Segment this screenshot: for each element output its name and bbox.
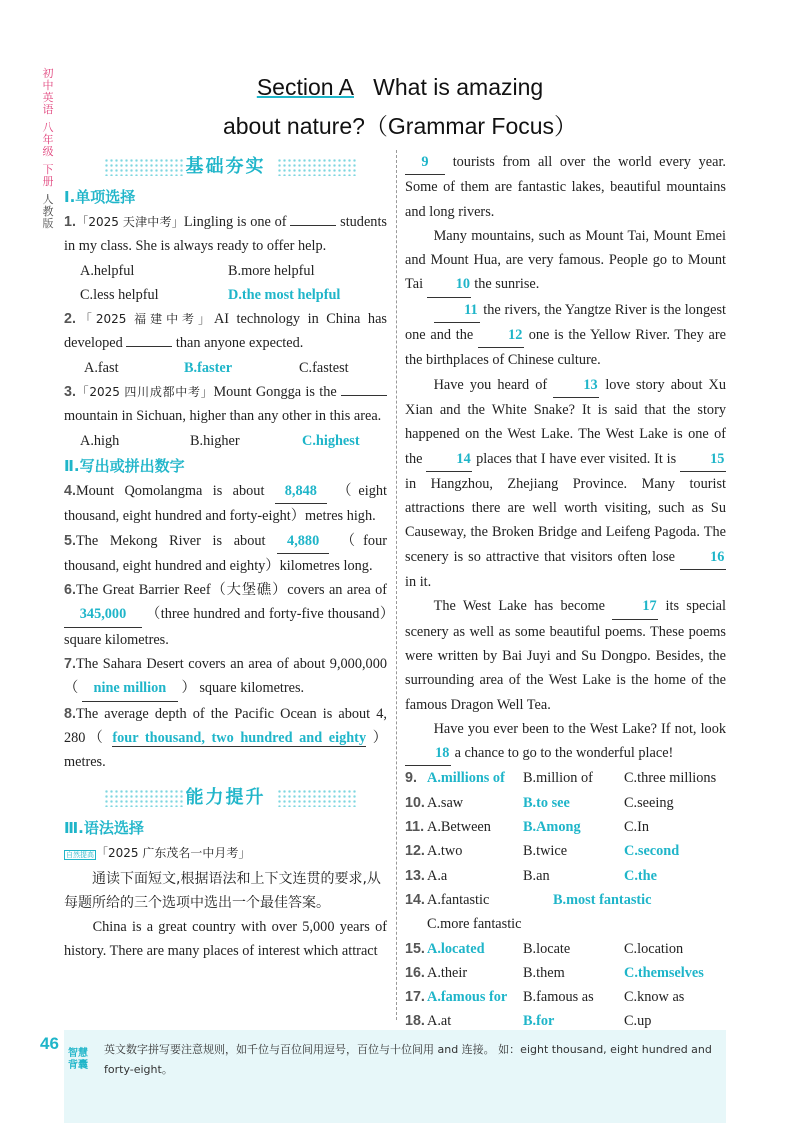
choice-option-b[interactable]: B.most fantastic bbox=[553, 891, 652, 908]
passage-p3: 11 the rivers, the Yangtze River is the longest one and the 12 one is the Yellow River. They are the birthplaces of Chinese culture. bbox=[405, 298, 726, 373]
blank-17[interactable]: 17 bbox=[612, 594, 658, 619]
choice-number: 14. bbox=[405, 891, 425, 908]
choice-number: 15. bbox=[405, 940, 425, 957]
blank-11[interactable]: 11 bbox=[434, 298, 480, 323]
choice-option-a[interactable]: A.saw bbox=[427, 794, 464, 811]
term-label: 下册 bbox=[42, 163, 54, 188]
page-number: 46 bbox=[40, 1034, 59, 1053]
choice-option-a[interactable]: A.fantastic bbox=[427, 891, 490, 908]
option-d-answer[interactable]: D.the most helpful bbox=[228, 286, 341, 303]
blank[interactable] bbox=[126, 346, 172, 347]
part3-heading: Ⅲ.语法选择 bbox=[64, 818, 144, 837]
blank-13[interactable]: 13 bbox=[553, 373, 599, 398]
question-4: 4.Mount Qomolangma is about 8,848 （eight thousand, eight hundred and forty-eight）metres high. bbox=[64, 479, 387, 529]
choice-row bbox=[405, 864, 726, 888]
page-title bbox=[0, 74, 800, 101]
band-title: 基础夯实 bbox=[185, 156, 266, 177]
choice-option-a[interactable]: A.at bbox=[427, 1013, 452, 1030]
option-c[interactable]: C.fastest bbox=[299, 359, 349, 376]
choice-option-c[interactable]: C.themselves bbox=[624, 964, 704, 981]
question-6: 6.The Great Barrier Reef（大堡礁）covers an area of 345,000 （three hundred and forty-five thousand）square kilometres. bbox=[64, 582, 387, 648]
choice-list bbox=[405, 766, 726, 1033]
page-title-line2: about nature?（Grammar Focus） bbox=[222, 113, 578, 139]
passage-p5: The West Lake has become 17 its special scenery as well as some beautiful poems. These poems were written by Bai Juyi and Su Dongpo. Besides, the surrounding area of the West Lake is the home of the famous Dragon Well Tea. bbox=[405, 594, 726, 716]
blank-12[interactable]: 12 bbox=[478, 323, 524, 348]
choice-number: 9. bbox=[405, 770, 417, 787]
grammar-instructions: 通读下面短文,根据语法和上下文连贯的要求,从每题所给的三个选项中选出一个最佳答案。 bbox=[64, 870, 381, 911]
choice-number: 13. bbox=[405, 867, 425, 884]
choice-option-c[interactable]: C.three millions bbox=[624, 770, 717, 787]
option-b[interactable]: B.more helpful bbox=[228, 262, 315, 279]
choice-row bbox=[405, 985, 726, 1009]
column-divider bbox=[396, 150, 397, 1020]
choice-option-b[interactable]: B.for bbox=[523, 1013, 555, 1030]
question-8: 8.The average depth of the Pacific Ocean is about 4, 280（ four thousand, two hundred and eighty ）metres. bbox=[64, 705, 387, 771]
choice-number: 10. bbox=[405, 794, 425, 811]
question-3: 3.「2025 四川成都中考」Mount Gongga is the mountain in Sichuan, higher than any other in this area. bbox=[64, 380, 387, 429]
option-a[interactable]: A.fast bbox=[84, 359, 119, 376]
choice-option-a[interactable]: A.two bbox=[427, 843, 463, 860]
passage-p4: Have you heard of 13 love story about Xu Xian and the White Snake? It is said that the story happened on the West Lake. The West Lake is one of the 14 places that I have ever visited. It is 15 in Hangzhou, Zhejiang Province. Many tourist attractions there are well worth visiting, such as Su Causeway, the Broken Bridge and Leifeng Pagoda. The scenery is so attractive that visitors often lose 16 in it. bbox=[405, 373, 726, 595]
right-column bbox=[405, 150, 726, 1034]
choice-option-c[interactable]: C.the bbox=[624, 867, 657, 884]
choice-option-b[interactable]: B.Among bbox=[523, 819, 581, 836]
choice-row bbox=[405, 937, 726, 961]
choice-row bbox=[405, 766, 726, 790]
choice-option-a[interactable]: A.Between bbox=[427, 819, 491, 836]
blank-9[interactable]: 9 bbox=[405, 150, 445, 175]
choice-option-b[interactable]: B.famous as bbox=[523, 989, 594, 1006]
choice-number: 11. bbox=[405, 819, 425, 836]
title-line1: What is amazing bbox=[373, 74, 544, 100]
blank-14[interactable]: 14 bbox=[426, 447, 472, 472]
question-1: 1.「2025 天津中考」Lingling is one of students in my class. She is always ready to offer help. bbox=[64, 214, 387, 255]
blank[interactable] bbox=[290, 225, 336, 226]
choice-option-b[interactable]: B.locate bbox=[523, 940, 571, 957]
choice-number: 17. bbox=[405, 989, 425, 1006]
band-advance bbox=[64, 783, 387, 813]
edition-label: 人教版 bbox=[42, 193, 54, 230]
blank-10[interactable]: 10 bbox=[427, 272, 471, 297]
grammar-source: 自然提高 「2025 广东茂名一中月考」 bbox=[66, 845, 251, 860]
band-title: 能力提升 bbox=[185, 786, 266, 808]
choice-number: 18. bbox=[405, 1013, 425, 1030]
option-a[interactable]: A.helpful bbox=[80, 262, 135, 279]
choice-option-b[interactable]: B.million of bbox=[523, 770, 593, 787]
passage-p1a: China is a great country with over 5,000 years of history. There are many places of interest which attract bbox=[64, 918, 387, 960]
part2-heading: Ⅱ.写出或拼出数字 bbox=[64, 456, 185, 475]
answer-blank[interactable]: nine million bbox=[82, 676, 178, 701]
band-basic bbox=[64, 152, 387, 182]
choice-number: 12. bbox=[405, 843, 425, 860]
tip-text: 英文数字拼写要注意规则，如千位与百位间用逗号，百位与十位间用 and 连接。 如：eight thousand, eight hundred and forty-eight。 bbox=[104, 1043, 712, 1076]
option-c-answer[interactable]: C.highest bbox=[302, 432, 360, 449]
answer-blank[interactable]: 4,880 bbox=[277, 529, 329, 554]
blank-18[interactable]: 18 bbox=[405, 741, 451, 766]
question-2: 2.「2025 福建中考」AI technology in China has developed than anyone expected. bbox=[64, 311, 387, 352]
passage-p1b: 9 tourists from all over the world every year. Some of them are fantastic lakes, beautiful mountains and long rivers. bbox=[405, 150, 726, 224]
choice-row bbox=[405, 888, 726, 912]
choice-row bbox=[405, 839, 726, 863]
choice-option-a[interactable]: A.a bbox=[427, 867, 448, 884]
choice-option-c[interactable]: C.In bbox=[624, 819, 650, 836]
choice-row bbox=[405, 815, 726, 839]
choice-row bbox=[405, 961, 726, 985]
choice-option-b[interactable]: B.them bbox=[523, 964, 565, 981]
level-label: 初中英语 bbox=[42, 67, 54, 116]
answer-blank[interactable]: four thousand, two hundred and eighty bbox=[112, 729, 367, 746]
answer-blank[interactable]: 345,000 bbox=[64, 602, 142, 627]
choice-option-c[interactable]: C.more fantastic bbox=[427, 916, 522, 933]
choice-option-b[interactable]: B.an bbox=[523, 867, 550, 884]
passage-p6: Have you ever been to the West Lake? If not, look 18 a chance to go to the wonderful place! bbox=[405, 717, 726, 767]
answer-blank[interactable]: 8,848 bbox=[275, 479, 327, 504]
choice-option-c[interactable]: C.second bbox=[624, 843, 680, 860]
option-c[interactable]: C.less helpful bbox=[80, 286, 159, 303]
blank-15[interactable]: 15 bbox=[680, 447, 726, 472]
passage-p2: Many mountains, such as Mount Tai, Mount Emei and Mount Hua, are very famous. People go to Mount Tai 10 the sunrise. bbox=[405, 224, 726, 298]
choice-option-c[interactable]: C.up bbox=[624, 1013, 652, 1030]
choice-row bbox=[405, 791, 726, 815]
blank-16[interactable]: 16 bbox=[680, 545, 726, 570]
option-b[interactable]: B.higher bbox=[190, 432, 240, 449]
blank[interactable] bbox=[341, 395, 387, 396]
choice-option-c[interactable]: C.know as bbox=[624, 989, 685, 1006]
choice-number: 16. bbox=[405, 964, 425, 981]
section-label: Section A bbox=[256, 74, 354, 100]
grade-label: 八年级 bbox=[42, 121, 54, 158]
choice-option-a[interactable]: A.famous for bbox=[427, 989, 508, 1006]
choice-option-a[interactable]: A.located bbox=[427, 940, 485, 957]
choice-option-b[interactable]: B.to see bbox=[523, 794, 570, 811]
choice-option-b[interactable]: B.twice bbox=[523, 843, 568, 860]
option-a[interactable]: A.high bbox=[80, 432, 120, 449]
tip-label: 智慧背囊 bbox=[68, 1048, 88, 1071]
option-b-answer[interactable]: B.faster bbox=[184, 359, 233, 376]
choice-option-c[interactable]: C.location bbox=[624, 940, 684, 957]
question-7: 7.The Sahara Desert covers an area of about 9,000,000 （ nine million ） square kilometres. bbox=[64, 652, 387, 702]
question-5: 5.The Mekong River is about 4,880 （four thousand, eight hundred and eighty）kilometres long. bbox=[64, 529, 387, 579]
choice-option-a[interactable]: A.millions of bbox=[427, 770, 505, 787]
part1-heading: Ⅰ.单项选择 bbox=[64, 188, 136, 206]
choice-option-a[interactable]: A.their bbox=[427, 964, 468, 981]
left-column bbox=[64, 150, 387, 963]
choice-option-c[interactable]: C.seeing bbox=[624, 794, 674, 811]
